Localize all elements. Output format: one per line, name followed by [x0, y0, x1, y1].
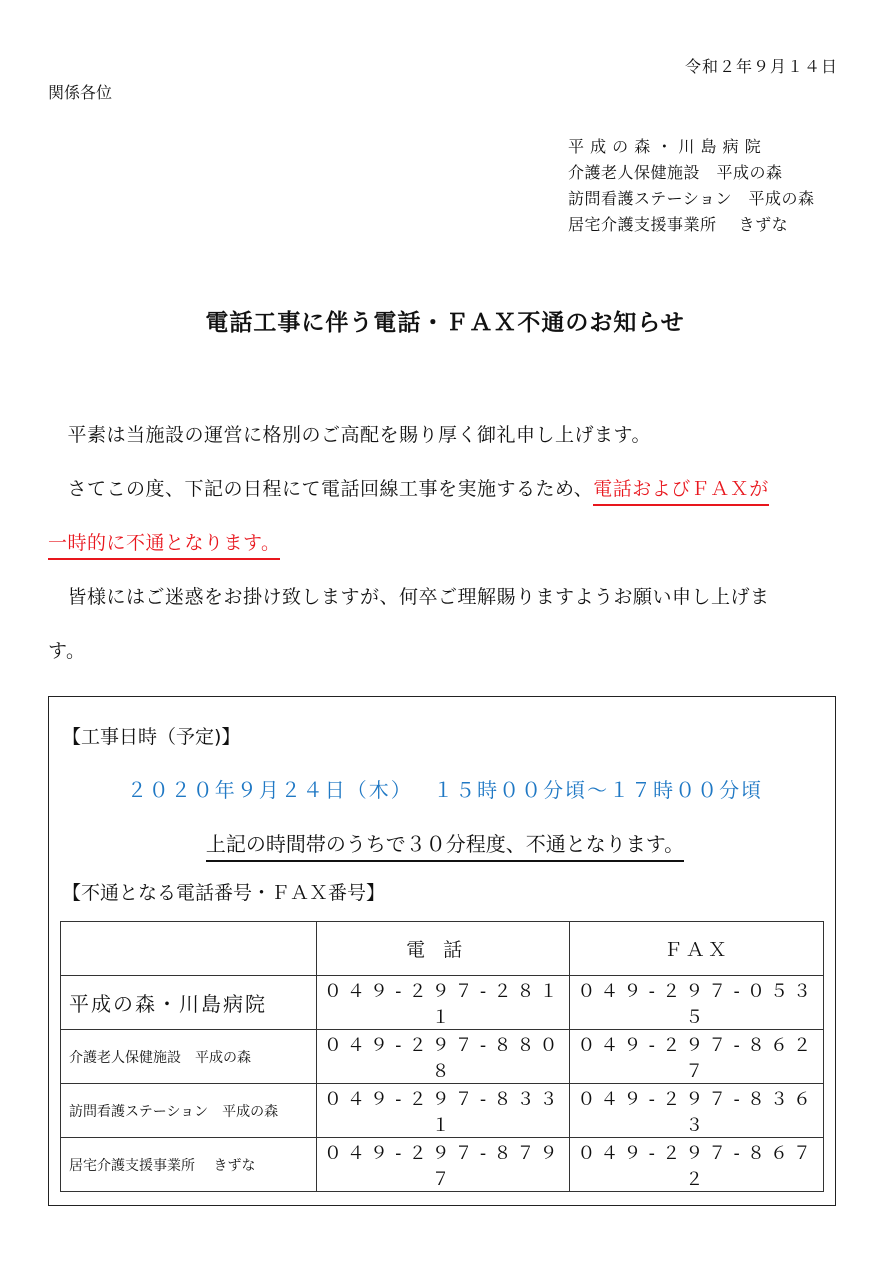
- paragraph-apology: [48, 582, 843, 609]
- addressee: 関係各位: [48, 83, 113, 102]
- schedule-heading: 【工事日時（予定)】: [62, 726, 241, 748]
- greeting-text: 平素は当施設の運営に格別のご高配を賜り厚く御礼申し上げます。: [67, 424, 651, 446]
- notice-title: 電話工事に伴う電話・ＦＡＸ不通のお知らせ: [205, 310, 685, 336]
- tel-number: ０４９-２９７-８７９７: [316, 1138, 570, 1192]
- table-header-row: [61, 922, 824, 976]
- facility-name: 訪問看護ステーション 平成の森: [61, 1084, 317, 1138]
- fax-number: ０４９-２９７-８３６３: [570, 1084, 824, 1138]
- outage-duration-note: [0, 828, 890, 857]
- table-row: [61, 976, 824, 1030]
- table-row: [61, 1084, 824, 1138]
- table-row: [61, 1138, 824, 1192]
- tel-number: ０４９-２９７-８８０８: [316, 1030, 570, 1084]
- header-tel: 電話: [316, 922, 570, 976]
- schedule-datetime: ２０２０年９月２４日（木） １５時００分頃～１７時００分頃: [126, 778, 764, 802]
- paragraph-apology-end: す。: [48, 640, 86, 662]
- paragraph-announcement: [48, 474, 843, 501]
- highlight-outage-1: 電話およびＦＡＸが: [593, 478, 769, 506]
- paragraph-greeting: [48, 420, 843, 447]
- table-row: [61, 1030, 824, 1084]
- highlight-outage-2: 一時的に不通となります。: [48, 532, 280, 560]
- fax-number: ０４９-２９７-８６７２: [570, 1138, 824, 1192]
- sender-block: [568, 134, 815, 238]
- apology-text: 皆様にはご迷惑をお掛け致しますが、何卒ご理解賜りますようお願い申し上げま: [67, 586, 770, 608]
- fax-number: ０４９-２９７-８６２７: [570, 1030, 824, 1084]
- tel-number: ０４９-２９７-２８１１: [316, 976, 570, 1030]
- paragraph-announcement-cont: [48, 528, 843, 555]
- facility-name: 居宅介護支援事業所 きずな: [61, 1138, 317, 1192]
- facility-name: 平成の森・川島病院: [61, 976, 317, 1030]
- header-fax: ＦＡＸ: [570, 922, 824, 976]
- tel-number: ０４９-２９７-８３３１: [316, 1084, 570, 1138]
- numbers-heading: 【不通となる電話番号・ＦＡＸ番号】: [62, 882, 386, 904]
- fax-number: ０４９-２９７-０５３５: [570, 976, 824, 1030]
- announcement-text: さてこの度、下記の日程にて電話回線工事を実施するため、: [67, 478, 594, 500]
- outage-duration-text: 上記の時間帯のうちで３０分程度、不通となります。: [206, 832, 684, 862]
- facility-name: 介護老人保健施設 平成の森: [61, 1030, 317, 1084]
- sender-care-office: 居宅介護支援事業所 きずな: [568, 215, 789, 234]
- sender-care-facility: 介護老人保健施設 平成の森: [568, 163, 783, 182]
- document-date: 令和２年９月１４日: [684, 57, 838, 76]
- phone-fax-table: [60, 921, 824, 1192]
- sender-nursing-station: 訪問看護ステーション 平成の森: [568, 189, 815, 208]
- header-blank: [61, 922, 317, 976]
- sender-hospital: 平 成 の 森 ・ 川 島 病 院: [568, 137, 762, 156]
